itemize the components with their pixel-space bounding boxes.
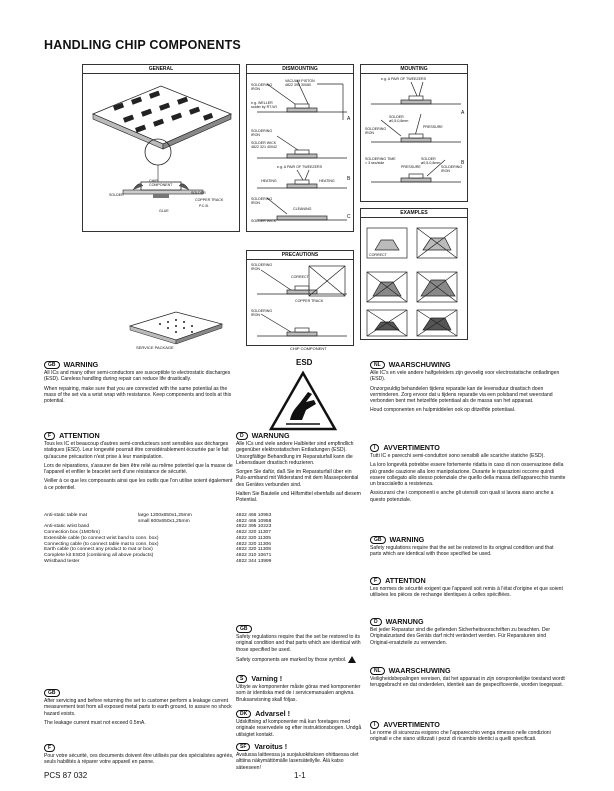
gb-left-body2: The leakage current must not exceed 0.5mA. — [44, 719, 146, 726]
general-panel — [82, 64, 240, 232]
f-heading: ATTENTION — [59, 431, 100, 440]
equipment-code: 4822 320 11306 — [236, 541, 271, 547]
mount-solder-label-2: SOLDER — [421, 157, 436, 161]
gb-left-body: After servicing and before returning the set to customer perform a leakage current measurement test from all exposed metal parts to earth ground, to assure no shock hazard exists. — [44, 698, 232, 717]
step-b-mark: B — [347, 176, 351, 182]
mount-pressure-label-2: PRESSURE — [401, 165, 421, 169]
s-badge: S — [236, 675, 247, 683]
mount-iron-label: SOLDERING IRON — [365, 127, 387, 135]
nl-heading: WAARSCHUWING — [388, 360, 451, 369]
pcb-label: P.C.B. — [199, 204, 209, 208]
f-right-heading: ATTENTION — [385, 576, 426, 585]
soldering-time-label: SOLDERING TIME — [365, 157, 396, 161]
equipment-code: 4822 344 13999 — [236, 558, 272, 564]
equipment-size: small 600x650x1,25mm — [138, 518, 190, 524]
gb-heading: WARNING — [63, 360, 99, 369]
gb-badge: GB — [44, 361, 60, 369]
equipment-name: Anti-static wrist band — [44, 524, 90, 530]
gb-mid-body: Safety regulations require that the set be restored to its original condition and that parts which are identical with those specified be used. — [236, 634, 361, 653]
i-warning-block — [370, 443, 566, 506]
dk-advarsel-block — [236, 709, 364, 741]
precaution-iron-label-2: SOLDERING IRON — [251, 309, 273, 317]
solder-wick-label: SOLDER WICK — [251, 141, 277, 145]
step-c-mark: C — [347, 214, 351, 220]
equipment-name: Complete kit ESD3 (combining all above products) — [44, 552, 154, 558]
esd-label: ESD — [296, 358, 313, 367]
equipment-name: Connecting cable (to connect table mat to conn. box) — [44, 541, 159, 547]
gb-warning-block — [44, 360, 234, 407]
mount-pressure-label: PRESSURE — [423, 125, 443, 129]
equipment-size: large 1200x650x1,25mm — [138, 513, 192, 518]
equipment-name: Anti-static table mat — [44, 513, 87, 518]
nl-warning-block — [370, 360, 566, 417]
i-body: Tutti IC e parecchi semi-conduttori sono sensibili alle scariche statiche (ESD). — [370, 453, 545, 459]
dk-heading: Advarsel ! — [255, 709, 290, 718]
mounting-drawing — [361, 74, 467, 202]
d-body3: Halten Sie Bauteile und Hilfsmittel ebenfalls auf diesem Potential. — [236, 491, 361, 504]
solder-wick-label-2: SOLDER WICK — [251, 219, 277, 223]
d-warnung-block — [236, 431, 364, 507]
f-body: Tous les IC et beaucoup d'autres semi-conducteurs sont sensibles aux décharges statiques (ESD). Leur longevité pourrait être considérablement écourtée par le fait qu'aucune précaution n'est prise à leur manipulation. — [44, 441, 229, 460]
equipment-code: 4822 466 10958 — [236, 518, 272, 524]
examples-drawing — [361, 218, 467, 340]
equipment-code: 4822 466 10953 — [236, 513, 272, 518]
nl-right-body: Veiligheidsbepalingen vereisen, dat het apparaat in zijn oorspronkelijke toestand wordt teruggebracht en dat onderdelen, identiek aan de gespecificeerde, worden toegepast. — [370, 676, 565, 689]
nl-right-heading: WAARSCHUWING — [388, 666, 451, 675]
equipment-code: 4822 395 10223 — [236, 524, 272, 530]
precaution-iron-label: SOLDERING IRON — [251, 263, 273, 271]
chip-component-label: CHIP COMPONENT — [149, 179, 173, 187]
mount-a-mark: A — [461, 110, 465, 116]
general-heading: GENERAL — [83, 65, 239, 74]
examples-heading: EXAMPLES — [361, 209, 467, 218]
safety-triangle-icon — [348, 656, 356, 663]
tweezers-label: e.g. A PAIR OF TWEEZERS — [277, 165, 322, 169]
dk-body: Udskiftning af komponenter må kun foretages med originale reservedele og efter instruktionsbogen. Undgå utilsigtet kontakt. — [236, 719, 362, 738]
f-attention-block — [44, 431, 234, 494]
nl-body3: Houd componenten en hulpmiddelen ook op ditzelfde potentiaal. — [370, 407, 516, 414]
vacuum-piston-label: VACUUM PISTON — [285, 79, 315, 83]
equipment-code: 4822 320 11308 — [236, 547, 271, 553]
nl-right-block — [370, 666, 566, 692]
gb-body2: When repairing, make sure that you are connected with the same potential as the mass of the set via a wrist wrap with resistance. Keep components and tools at this potential. — [44, 385, 232, 405]
chip-component-caption: CHIP COMPONENT — [290, 346, 327, 351]
s-body: Utbyte av komponenter måste göras med komponenter som är identiska med de i servicemanualen angivna. Bruksanvisning skall följas. — [236, 684, 361, 703]
i-body3: Assicurarsi che i componenti e anche gli utensili con quali si lavora siano anche a questo potenziale. — [370, 490, 554, 503]
precautions-drawing — [247, 260, 353, 346]
precaution-correct-label: CORRECT — [291, 275, 309, 279]
s-varning-block — [236, 674, 364, 706]
esd-warning-icon — [268, 370, 338, 432]
mounting-panel — [360, 64, 468, 202]
heating-right-label: HEATING — [319, 179, 335, 183]
d-heading: WARNUNG — [251, 431, 290, 440]
copper-track-label: COPPER TRACK — [195, 198, 224, 202]
gb-right-body: Safety regulations require that the set be restored to its original condition and that parts which are identical with those specified be used. — [370, 545, 554, 558]
equipment-name: Earth cable (to connect any product to mat or box) — [44, 547, 153, 553]
service-package-label: SERVICE PACKAGE — [136, 345, 174, 350]
d-body: Alle ICs und viele andere Halbleiter sind empfindlich gegenüber elektrostatischen Entladungen (ESD). Unsorgfältige Behandlung im Reparaturfall kann die Lebensdauer drastisch reduzieren. — [236, 441, 354, 466]
mount-solder-dia-2: ø0,5-0,8mm — [421, 161, 441, 165]
equipment-row — [44, 559, 364, 565]
sf-varoitus-block — [236, 742, 364, 774]
gb-left-badge: GB — [44, 689, 60, 697]
i-right-heading: AVVERTIMENTO — [383, 720, 440, 729]
d-badge: D — [236, 432, 248, 440]
d-right-heading: WARNUNG — [385, 617, 424, 626]
precautions-panel — [246, 250, 354, 346]
mount-tweezers-label: e.g. A PAIR OF TWEEZERS — [381, 77, 426, 81]
examples-panel — [360, 208, 468, 340]
i-badge: I — [370, 444, 379, 452]
nl-badge: NL — [370, 361, 385, 369]
sf-body: Avatussa laitteessa ja suojaluokituksen ohittaessa olet alttiina näkymättömälle lasersäteilylle. Älä katso säteeseen! — [236, 752, 359, 771]
f-left-badge: F — [44, 744, 55, 752]
f-left-body: Pour votre sécurité, ces documents doivent être utilisés par des spécialistes agréés, seuls habilités à réparer votre appareil en panne. — [44, 753, 234, 766]
solder-rt-label: solder by RT-WI — [251, 105, 277, 109]
precautions-heading: PRECAUTIONS — [247, 251, 353, 260]
gb-right-heading: WARNING — [389, 535, 425, 544]
dismounting-heading: DISMOUNTING — [247, 65, 353, 74]
precaution-copper-label: COPPER TRACK — [295, 299, 324, 303]
equipment-size — [138, 559, 236, 565]
i-right-body: Le norme di sicurezza esigono che l'apparecchio venga rimesso nelle condizioni originali e che siano utilizzati i pezzi di ricambio identici a quelli specificati. — [370, 730, 551, 743]
solder-left-label: SOLDER — [109, 193, 124, 197]
equipment-code: 4822 320 11305 — [236, 535, 271, 541]
d-right-body: Bei jeder Reparatur sind die geltenden Sicherheitsvorschriften zu beachten. Der Originalzustand des Geräts darf nicht verändert werden. Für Reparaturen sind Original-ersatzteile zu verwenden. — [370, 627, 551, 646]
equipment-list — [44, 513, 364, 564]
f-right-badge: F — [370, 577, 381, 585]
solder-right-label: SOLDER — [191, 191, 206, 195]
mount-iron-label-2: SOLDERING IRON — [441, 165, 463, 173]
soldering-time-value: < 3 sec/side — [365, 161, 385, 165]
gb-leakage-block — [44, 689, 234, 729]
sf-badge: SF — [236, 743, 250, 751]
sf-heading: Varoitus ! — [254, 742, 288, 751]
glue-label: GLUE — [159, 209, 169, 213]
i-body2: La loro longevità potrebbe essere fortemente ridatta in caso di non osservazione della più grande cauzione alla loro manipolazione. Durante le riparazioni occorre quindi essere collegato allo stesso potenziale che quello della massa dell'apparecchio tramite un braccialetto a resistenza. — [370, 462, 566, 488]
heating-left-label: HEATING — [261, 179, 277, 183]
equipment-name: Connection box (1MOhm) — [44, 530, 100, 536]
mount-solder-label: SOLDER — [389, 115, 404, 119]
step-a-mark: A — [347, 116, 351, 122]
gb-right-block — [370, 535, 566, 561]
f-body2: Lors de réparations, s'assurer de bien être relié au même potentiel que la masse de l'appareil et enfiler le bracelet serti d'une résistance de sécurité. — [44, 462, 233, 476]
cleaning-label: CLEANING — [293, 207, 312, 211]
equipment-code: 4822 310 10671 — [236, 552, 272, 558]
gb-mid-badge: GB — [236, 625, 252, 633]
page-title: HANDLING CHIP COMPONENTS — [44, 38, 241, 52]
f-right-body: Les normes de sécurité exigent que l'appareil soit remis à l'état d'origine et que soient utilisées les pièces de rechange identiques à celles spécifiées. — [370, 586, 563, 599]
nl-body2: Onzorgvuldig behandelen tijdens reparatie kan de levensduur drastisch doen verminderen. Zorg ervoor dat u tijdens reparatie via een polsband met weerstand verbonden bent met hetzelfde potentiaal als de massa van het apparaat. — [370, 385, 553, 405]
d-body2: Sorgen Sie dafür, daß Sie im Reparaturfall über ein Puls-armband mit Widerstand mit dem Massepotential des Gerätes verbunden sind. — [236, 469, 359, 488]
s-heading: Varning ! — [251, 674, 283, 683]
equipment-code: 4822 320 11307 — [236, 530, 271, 536]
d-right-block — [370, 617, 566, 649]
weller-label: e.g. WELLER — [251, 101, 273, 105]
dismounting-panel — [246, 64, 354, 232]
soldering-iron-label-2: SOLDERING IRON — [251, 129, 273, 137]
solder-wick-code: 4822 321 40042 — [251, 145, 277, 149]
f-right-block — [370, 576, 566, 602]
vacuum-piston-code: 4822 395 30080 — [285, 83, 311, 87]
soldering-iron-label-1: SOLDERING IRON — [251, 83, 273, 91]
equipment-name: Wristband tester — [44, 558, 80, 564]
dk-badge: DK — [236, 710, 251, 718]
gb-right-badge: GB — [370, 536, 386, 544]
mounting-heading: MOUNTING — [361, 65, 467, 74]
i-right-badge: I — [370, 721, 379, 729]
example-correct-label: CORRECT — [369, 253, 387, 257]
f-security-block — [44, 744, 234, 769]
f-body3: Veiller à ce que les composants ainsi que les outils que l'on utilise soient également à ce potentiel. — [44, 478, 233, 491]
gb-mid-safety-block — [236, 625, 364, 666]
mount-b-mark: B — [461, 160, 465, 166]
equipment-name: Extensible cable (to connect wrist band to conn. box) — [44, 535, 159, 541]
f-badge: F — [44, 432, 55, 440]
gb-body: All ICs and many other semi-conductors are susceptible to electrostatic discharges (ESD). Careless handling during repair can reduce life drastically. — [44, 370, 231, 383]
doc-code: PCS 87 032 — [44, 771, 88, 780]
service-package-drawing — [122, 306, 228, 346]
page-number: 1-1 — [294, 771, 306, 780]
mount-solder-dia: ø0,5-0,8mm — [389, 119, 409, 123]
d-right-badge: D — [370, 618, 382, 626]
soldering-iron-label-3: SOLDERING IRON — [251, 197, 273, 205]
gb-mid-body2: Safety components are marked by those symbol. — [236, 656, 347, 663]
i-right-block — [370, 720, 566, 746]
nl-right-badge: NL — [370, 667, 385, 675]
i-heading: AVVERTIMENTO — [383, 443, 440, 452]
nl-body: Alle IC's en vele andere halfgeleiders zijn gevoelig voor electrostatische ontladingen (ESD). — [370, 370, 560, 383]
